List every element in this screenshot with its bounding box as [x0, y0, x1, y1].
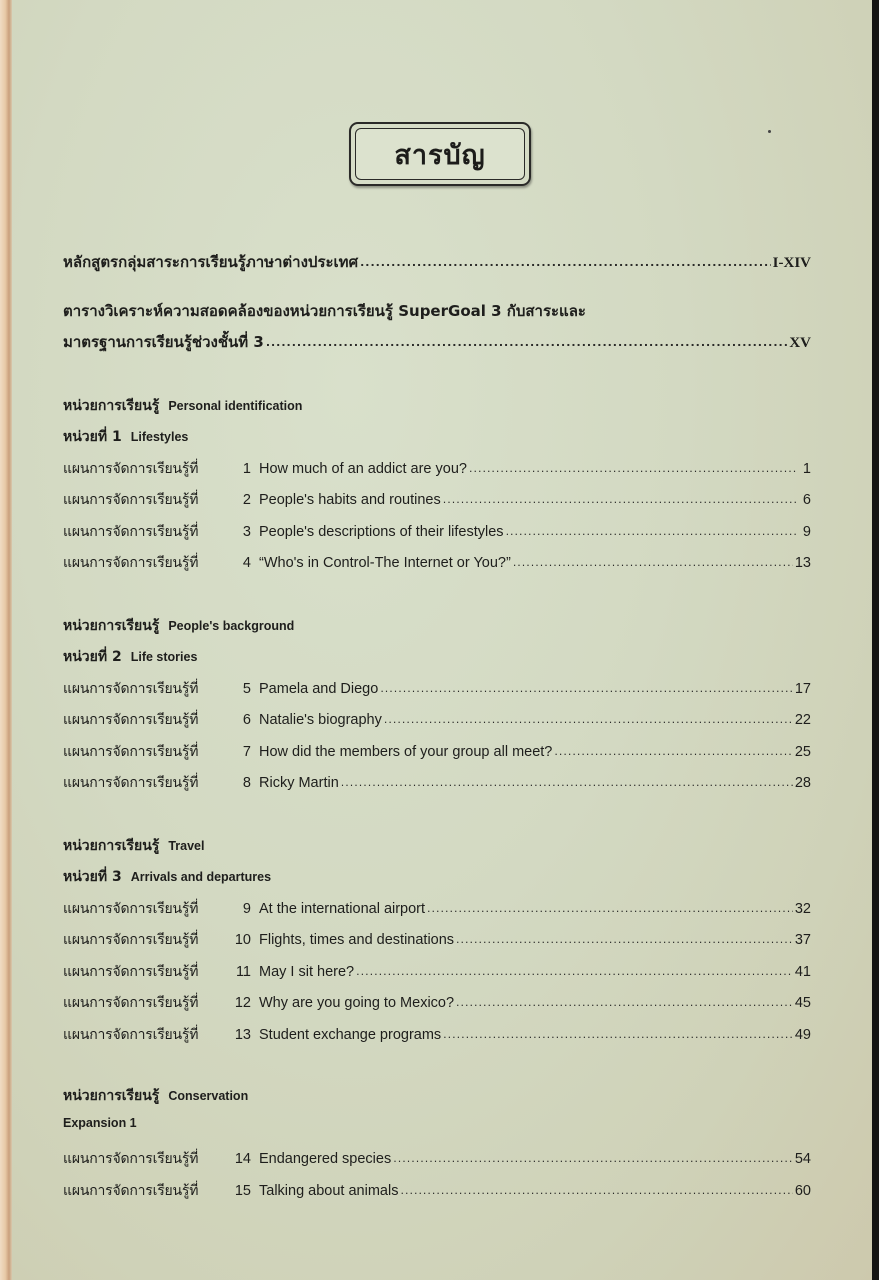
- lesson-plan-title: Pamela and Diego: [259, 681, 379, 697]
- dot-leader: [443, 490, 797, 505]
- lesson-plan-number: 1: [242, 461, 251, 477]
- dot-leader: [360, 252, 771, 267]
- lesson-plan-entry[interactable]: [63, 1148, 811, 1170]
- dot-leader: [469, 459, 797, 474]
- lesson-plan-label: แผนการจัดการเรียนรู้ที่: [63, 932, 199, 948]
- page-number: 13: [794, 555, 811, 571]
- unit-label: หน่วยที่ 2: [63, 649, 122, 665]
- page-title: สารบัญ: [394, 139, 486, 171]
- dot-leader: [266, 332, 788, 347]
- lesson-plan-entry[interactable]: [63, 1180, 811, 1202]
- lesson-plan-title: Why are you going to Mexico?: [259, 995, 455, 1011]
- lesson-plan-entry[interactable]: [63, 458, 811, 480]
- learning-unit-heading: [63, 615, 811, 637]
- unit-heading: [63, 646, 811, 668]
- lesson-plan-title: At the international airport: [259, 901, 426, 917]
- learning-unit-heading: [63, 395, 811, 417]
- lesson-plan-number: 12: [234, 995, 251, 1011]
- page-number: 1: [802, 461, 811, 477]
- unit-label: หน่วยที่ 1: [63, 429, 122, 445]
- dot-leader: [393, 1149, 793, 1164]
- page-number: 17: [794, 681, 811, 697]
- lesson-plan-label: แผนการจัดการเรียนรู้ที่: [63, 712, 199, 728]
- title-frame: [349, 122, 531, 186]
- learning-unit-label: หน่วยการเรียนรู้: [63, 398, 160, 414]
- unit-heading: [63, 426, 811, 448]
- lesson-plan-entry[interactable]: [63, 1024, 811, 1046]
- lesson-plan-number: 11: [235, 964, 251, 980]
- lesson-plan-number: 5: [242, 681, 251, 697]
- page-number: 41: [794, 964, 811, 980]
- page-number: I-XIV: [772, 255, 811, 271]
- lesson-plan-entry[interactable]: [63, 772, 811, 794]
- page-number: 54: [794, 1151, 811, 1167]
- learning-unit-name: Travel: [168, 839, 205, 853]
- lesson-plan-label: แผนการจัดการเรียนรู้ที่: [63, 995, 199, 1011]
- learning-unit-heading: [63, 1085, 811, 1107]
- learning-unit-name: Personal identification: [168, 399, 303, 413]
- learning-unit-name: People's background: [168, 619, 295, 633]
- lesson-plan-title: People's habits and routines: [259, 492, 441, 508]
- paper-speck: [768, 130, 771, 133]
- dot-leader: [506, 522, 797, 537]
- lesson-plan-number: 2: [242, 492, 251, 508]
- lesson-plan-title: How much of an addict are you?: [259, 461, 467, 477]
- lesson-plan-entry[interactable]: [63, 961, 811, 983]
- lesson-plan-label: แผนการจัดการเรียนรู้ที่: [63, 524, 199, 540]
- unit-label: หน่วยที่ 3: [63, 869, 122, 885]
- page-number: 9: [802, 524, 811, 540]
- page-number: 49: [794, 1027, 811, 1043]
- lesson-plan-number: 4: [242, 555, 251, 571]
- learning-unit-label: หน่วยการเรียนรู้: [63, 838, 160, 854]
- lesson-plan-label: แผนการจัดการเรียนรู้ที่: [63, 1151, 199, 1167]
- lesson-plan-label: แผนการจัดการเรียนรู้ที่: [63, 461, 199, 477]
- lesson-plan-entry[interactable]: [63, 678, 811, 700]
- dot-leader: [400, 1181, 792, 1196]
- lesson-plan-number: 8: [242, 775, 251, 791]
- lesson-plan-title: May I sit here?: [259, 964, 355, 980]
- learning-unit-label: หน่วยการเรียนรู้: [63, 618, 160, 634]
- entry-title: หลักสูตรกลุ่มสาระการเรียนรู้ภาษาต่างประเทศ: [63, 253, 359, 271]
- page-number: 25: [794, 744, 811, 760]
- page-binding-edge: [0, 0, 12, 1280]
- page-number: XV: [789, 335, 811, 351]
- scan-border: [872, 0, 879, 1280]
- lesson-plan-number: 13: [234, 1027, 251, 1043]
- lesson-plan-label: แผนการจัดการเรียนรู้ที่: [63, 901, 199, 917]
- unit-title: Arrivals and departures: [130, 870, 272, 884]
- learning-unit-heading: [63, 835, 811, 857]
- title-frame-inner: [355, 128, 525, 180]
- page-number: 22: [794, 712, 811, 728]
- lesson-plan-label: แผนการจัดการเรียนรู้ที่: [63, 1027, 199, 1043]
- dot-leader: [456, 993, 793, 1008]
- dot-leader: [380, 679, 793, 694]
- dot-leader: [427, 899, 793, 914]
- lesson-plan-entry[interactable]: [63, 898, 811, 920]
- learning-unit-label: หน่วยการเรียนรู้: [63, 1088, 160, 1104]
- dot-leader: [356, 962, 793, 977]
- lesson-plan-label: แผนการจัดการเรียนรู้ที่: [63, 492, 199, 508]
- lesson-plan-title: “Who's in Control-The Internet or You?”: [259, 555, 511, 571]
- page-number: 60: [794, 1183, 811, 1199]
- lesson-plan-label: แผนการจัดการเรียนรู้ที่: [63, 1183, 199, 1199]
- lesson-plan-title: Endangered species: [259, 1151, 392, 1167]
- toc-entry-analysis-line2[interactable]: [63, 330, 811, 354]
- learning-unit-name: Conservation: [168, 1089, 249, 1103]
- lesson-plan-entry[interactable]: [63, 709, 811, 731]
- lesson-plan-label: แผนการจัดการเรียนรู้ที่: [63, 681, 199, 697]
- lesson-plan-title: Student exchange programs: [259, 1027, 442, 1043]
- lesson-plan-number: 3: [242, 524, 251, 540]
- dot-leader: [456, 930, 793, 945]
- lesson-plan-label: แผนการจัดการเรียนรู้ที่: [63, 964, 199, 980]
- page-number: 37: [794, 932, 811, 948]
- lesson-plan-number: 10: [234, 932, 251, 948]
- lesson-plan-number: 7: [242, 744, 251, 760]
- lesson-plan-entry[interactable]: [63, 552, 811, 574]
- page-number: 45: [794, 995, 811, 1011]
- page-number: 28: [794, 775, 811, 791]
- unit-title: Life stories: [130, 650, 198, 664]
- lesson-plan-title: Ricky Martin: [259, 775, 339, 791]
- lesson-plan-number: 14: [234, 1151, 251, 1167]
- lesson-plan-entry[interactable]: [63, 992, 811, 1014]
- page-number: 32: [794, 901, 811, 917]
- lesson-plan-label: แผนการจัดการเรียนรู้ที่: [63, 744, 199, 760]
- unit-heading: [63, 1116, 811, 1130]
- lesson-plan-number: 6: [242, 712, 251, 728]
- lesson-plan-entry[interactable]: [63, 741, 811, 763]
- lesson-plan-label: แผนการจัดการเรียนรู้ที่: [63, 555, 199, 571]
- lesson-plan-number: 15: [234, 1183, 251, 1199]
- entry-title-continued: มาตรฐานการเรียนรู้ช่วงชั้นที่ 3: [63, 333, 264, 351]
- lesson-plan-entry[interactable]: [63, 521, 811, 543]
- unit-title: Lifestyles: [130, 430, 189, 444]
- lesson-plan-number: 9: [242, 901, 251, 917]
- lesson-plan-title: Natalie's biography: [259, 712, 382, 728]
- dot-leader: [341, 773, 793, 788]
- toc-entry-curriculum[interactable]: [63, 250, 811, 274]
- unit-heading: [63, 866, 811, 888]
- dot-leader: [443, 1025, 793, 1040]
- dot-leader: [513, 553, 793, 568]
- page-number: 6: [802, 492, 811, 508]
- dot-leader: [384, 710, 793, 725]
- unit-title: Expansion 1: [63, 1116, 137, 1130]
- lesson-plan-entry[interactable]: [63, 489, 811, 511]
- lesson-plan-title: Flights, times and destinations: [259, 932, 455, 948]
- dot-leader: [554, 742, 792, 757]
- lesson-plan-title: People's descriptions of their lifestyles: [259, 524, 504, 540]
- lesson-plan-entry[interactable]: [63, 929, 811, 951]
- entry-title: ตารางวิเคราะห์ความสอดคล้องของหน่วยการเรียนรู้ SuperGoal 3 กับสาระและ: [63, 302, 586, 320]
- toc-entry-analysis-line1[interactable]: [63, 299, 811, 323]
- lesson-plan-title: Talking about animals: [259, 1183, 399, 1199]
- lesson-plan-label: แผนการจัดการเรียนรู้ที่: [63, 775, 199, 791]
- lesson-plan-title: How did the members of your group all meet?: [259, 744, 553, 760]
